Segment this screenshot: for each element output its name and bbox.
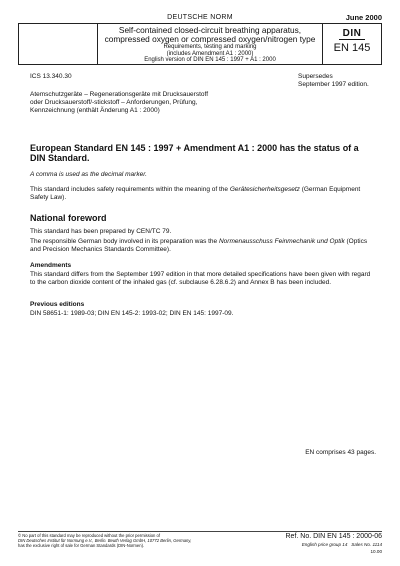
copyright-line-1: © No part of this standard may be reproduced without the prior permission of	[18, 533, 161, 538]
title-line-2: compressed oxygen or compressed oxygen/nitrogen type	[104, 34, 316, 44]
decimal-marker-note: A comma is used as the decimal marker.	[30, 171, 147, 178]
din-status-statement: European Standard EN 145 : 1997 + Amendment A1 : 2000 has the status of a DIN Standard.	[30, 143, 359, 163]
safety-requirements-note	[30, 186, 375, 202]
page-count-note: EN comprises 43 pages.	[305, 449, 376, 456]
document-header-organization: DEUTSCHE NORM	[167, 14, 233, 21]
german-title-line-2: oder Drucksauerstoff/-stickstoff – Anforderungen, Prüfung,	[30, 99, 198, 106]
title-box	[18, 23, 382, 65]
national-foreword-heading: National foreword	[30, 213, 107, 223]
previous-editions-text: DIN 58651-1: 1989-03; DIN EN 145-2: 1993-02; DIN EN 145: 1997-09.	[30, 310, 234, 317]
footer-divider	[18, 531, 382, 532]
national-foreword-paragraph-2	[30, 238, 375, 254]
subtitle-line-3: English version of DIN EN 145 : 1997 + A1 : 2000	[144, 57, 276, 63]
amendments-heading: Amendments	[30, 262, 72, 269]
standard-number: EN 145	[333, 42, 371, 54]
title-line-1: Self-contained closed-circuit breathing apparatus,	[118, 25, 302, 35]
title-box-title-cell	[98, 24, 323, 64]
title-box-standard-cell	[323, 24, 381, 64]
german-title-line-1: Atemschutzgeräte – Regenerationsgeräte mit Drucksauerstoff	[30, 91, 208, 98]
document-date: June 2000	[345, 13, 382, 22]
subtitle-line-2: (includes Amendment A1 : 2000)	[166, 50, 254, 57]
din-logo: DIN	[339, 28, 365, 40]
sales-number: Sales No. 1114	[351, 542, 382, 547]
german-title	[30, 91, 280, 115]
amendments-text: This standard differs from the September 1997 edition in that more detailed specifications have been given with regard to the carbon dioxide content of the inhaled gas (cf. subclause 6.28.6.2) and Annex B has been included.	[30, 271, 371, 286]
supersedes-edition: September 1997 edition.	[298, 81, 369, 88]
supersedes-note	[298, 73, 369, 89]
title-box-blank-cell	[19, 24, 98, 64]
ics-code: ICS 13.340.30	[30, 73, 72, 80]
copyright-line-3: has the exclusive right of sale for German Standards (DIN-Normen).	[18, 542, 145, 548]
price-group: English price group 14	[301, 542, 348, 547]
foreword-text-start: The responsible German body involved in its preparation was the	[30, 238, 219, 245]
safety-text-start: This standard includes safety requirements within the meaning of the	[30, 186, 230, 193]
reference-number: Ref. No. DIN EN 145 : 2000-06	[285, 533, 382, 540]
price-info	[302, 542, 382, 547]
supersedes-label: Supersedes	[298, 73, 333, 80]
copyright-notice	[18, 534, 278, 548]
responsible-committee: Normenausschuss Feinmechanik und Optik	[218, 238, 345, 245]
previous-editions-heading: Previous editions	[30, 301, 85, 308]
copyright-line-2: DIN Deutsches Institut für Normung e.V., Berlin. Beuth Verlag GmbH, 10772 Berlin, Germany,	[18, 537, 192, 543]
safety-law-name: Gerätesicherheitsgesetz	[229, 186, 300, 193]
safety-text-end: (German Equipment Safety Law).	[30, 186, 361, 201]
german-title-line-3: Kennzeichnung (enthält Änderung A1 : 2000)	[30, 107, 160, 114]
national-foreword-paragraph-1: This standard has been prepared by CEN/TC 79.	[30, 228, 172, 235]
foreword-text-end: (Optics and Precision Mechanics Standards Committee).	[30, 238, 368, 253]
print-code: 10.00	[370, 549, 382, 554]
subtitle-line-1: Requirements, testing and marking	[163, 44, 257, 50]
